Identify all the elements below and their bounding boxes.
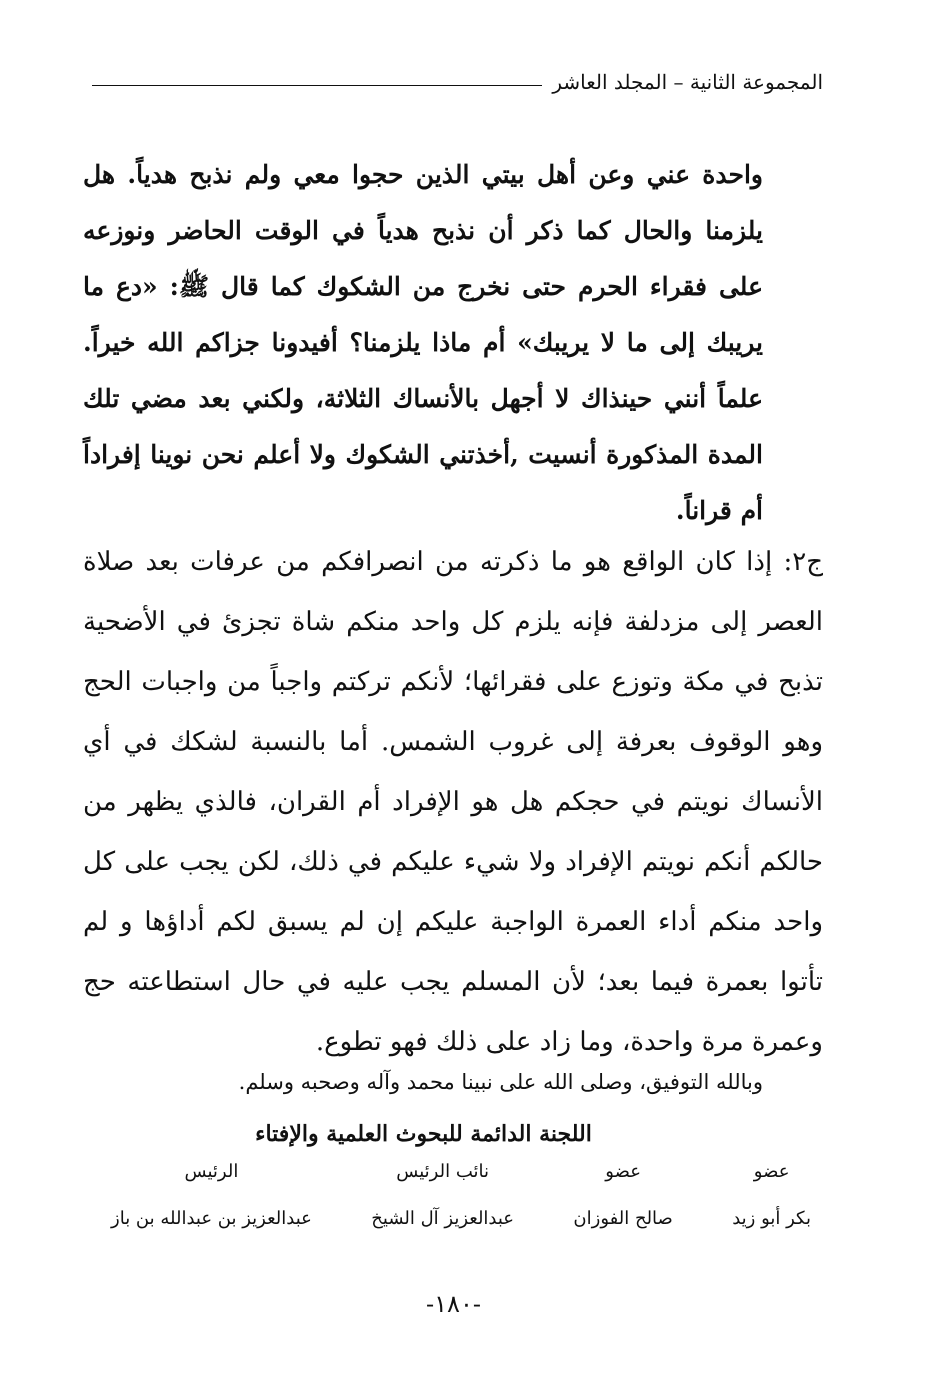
closing-line: وبالله التوفيق، وصلى الله على نبينا محمد وآله وصحبه وسلم.: [238, 1070, 763, 1094]
signatory-name: بكر أبو زيد: [732, 1208, 811, 1229]
signatory-role: عضو: [753, 1161, 790, 1182]
page-number: -١٨٠-: [426, 1290, 481, 1318]
running-header: [92, 62, 823, 102]
header-rule: [92, 85, 542, 86]
running-title: المجموعة الثانية – المجلد العاشر: [552, 70, 823, 94]
committee-title: اللجنة الدائمة للبحوث العلمية والإفتاء: [255, 1121, 592, 1147]
question-paragraph: واحدة عني وعن أهل بيتي الذين حجوا معي ولم نذبح هدياً. هل يلزمنا والحال كما ذكر أن نذبح هدياً في الوقت الحاضر ونوزعه على فقراء الحرم حتى نخرج من الشكوك كما قال ﷺ: «دع ما يريبك إلى ما لا يريبك» أم ماذا يلزمنا؟ أفيدونا جزاكم الله خيراً. علماً أنني حينذاك لا أجهل بالأنساك الثلاثة، ولكني بعد مضي تلك المدة المذكورة أنسيت ,أخذتني الشكوك ولا أعلم نحن نوينا إفراداً أم قراناً.: [83, 160, 763, 525]
signatory-name: عبدالعزيز آل الشيخ: [371, 1208, 515, 1229]
answer-paragraph: ج٢: إذا كان الواقع هو ما ذكرته من انصرافكم من عرفات بعد صلاة العصر إلى مزدلفة فإنه يلزم كل واحد منكم شاة تجزئ في الأضحية تذبح في مكة وتوزع على فقرائها؛ لأنكم تركتم واجباً من واجبات الحج وهو الوقوف بعرفة إلى غروب الشمس. أما بالنسبة لشكك في أي الأنساك نويتم في حجكم هل هو الإفراد أم القران، فالذي يظهر من حالكم أنكم نويتم الإفراد ولا شيء عليكم في ذلك، لكن يجب على كل واحد منكم أداء العمرة الواجبة عليكم إن لم يسبق لكم أداؤها و لم تأتوا بعمرة فيما بعد؛ لأن المسلم يجب عليه في حال استطاعته حج وعمرة مرة واحدة، وما زاد على ذلك فهو تطوع.: [83, 547, 823, 1057]
signatory-member-2: [573, 1152, 672, 1246]
signatory-name: صالح الفوزان: [573, 1208, 673, 1229]
signatory-role: نائب الرئيس: [396, 1161, 490, 1182]
signatories: [111, 1152, 811, 1246]
signatory-vice-chairman: [371, 1152, 514, 1246]
signatory-role: الرئيس: [184, 1161, 239, 1182]
signatory-role: عضو: [605, 1161, 641, 1182]
signatory-member-1: [732, 1152, 811, 1246]
signatory-chairman: [111, 1152, 312, 1246]
signatory-name: عبدالعزيز بن عبدالله بن باز: [111, 1208, 312, 1229]
